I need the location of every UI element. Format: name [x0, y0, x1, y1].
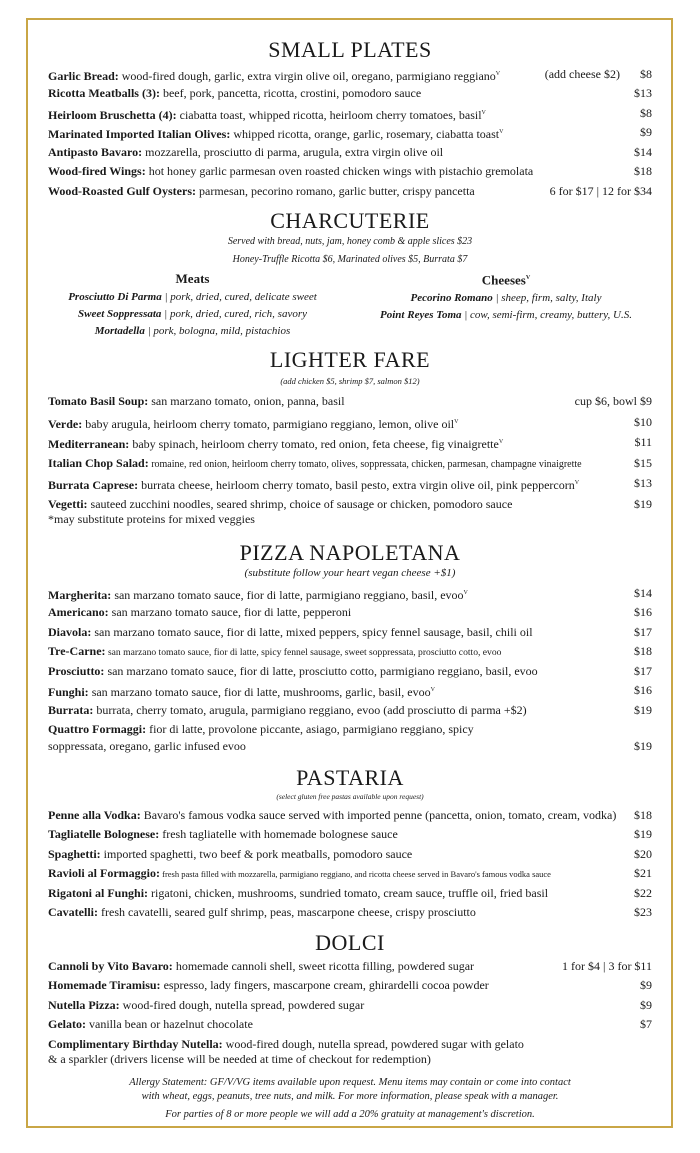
- menu-item: [48, 106, 652, 122]
- item-name: Ravioli al Formaggio:: [48, 866, 160, 880]
- menu-item: [48, 998, 652, 1012]
- section-title-lighter-fare: LIGHTER FARE: [269, 347, 431, 372]
- menu-item: [48, 476, 652, 492]
- item-name: Cavatelli:: [48, 905, 98, 919]
- item-price: $8: [640, 67, 652, 81]
- item-name: Ricotta Meatballs (3):: [48, 86, 160, 100]
- item-price: $22: [634, 886, 652, 900]
- item-price: $13: [634, 476, 652, 490]
- allergy-statement-line-2: with wheat, eggs, peanuts, tree nuts, and milk. For more information, please speak with a manager.: [141, 1091, 559, 1102]
- item-desc: parmesan, pecorino romano, garlic butter, crispy pancetta: [196, 184, 475, 198]
- item-name: Burrata Caprese:: [48, 478, 139, 492]
- menu-item: [48, 703, 652, 717]
- menu-item: [48, 145, 652, 159]
- item-price: cup $6, bowl $9: [574, 394, 652, 408]
- item-desc: burrata, cherry tomato, arugula, parmigiano reggiano, evoo (add prosciutto di parma +$2): [93, 703, 527, 717]
- item-name: Tomato Basil Soup:: [48, 394, 149, 408]
- vegetarian-mark: V: [499, 129, 504, 135]
- item-name: Margherita:: [48, 588, 112, 602]
- item-desc-continued: & a sparkler (drivers license will be needed at time of checkout for redemption): [48, 1052, 431, 1066]
- item-price: $17: [634, 664, 652, 678]
- item-price: $19: [634, 703, 652, 717]
- item-price: $19: [634, 739, 652, 753]
- item-price: $10: [634, 415, 652, 429]
- item-desc: baby arugula, heirloom cherry tomato, parmigiano reggiano, lemon, olive oil: [82, 417, 455, 431]
- item-price: $9: [640, 998, 652, 1012]
- menu-item: [48, 415, 652, 431]
- item-name: Prosciutto:: [48, 664, 105, 678]
- menu-item: [48, 808, 652, 822]
- meats-column: [60, 270, 325, 340]
- item-price: $19: [634, 827, 652, 841]
- menu-item-continued: [48, 739, 652, 753]
- item-price: $20: [634, 847, 652, 861]
- item-desc: burrata cheese, heirloom cherry tomato, basil pesto, extra virgin olive oil, pink peppercorn: [138, 478, 575, 492]
- vegetarian-mark: V: [463, 590, 468, 596]
- item-desc: rigatoni, chicken, mushrooms, sundried tomato, cream sauce, truffle oil, fried basil: [148, 886, 549, 900]
- item-desc: sauteed zucchini noodles, seared shrimp, choice of sausage or chicken, pomodoro sauce: [87, 497, 513, 511]
- menu-item: [48, 605, 652, 619]
- cheeses-heading: Cheeses$^V$: [481, 272, 531, 288]
- item-price: $7: [640, 1017, 652, 1031]
- item-desc: ciabatta toast, whipped ricotta, heirloom cherry tomatoes, basil: [176, 108, 482, 122]
- item-name: Homemade Tiramisu:: [48, 978, 161, 992]
- item-desc: wood-fired dough, nutella spread, powdered sugar with gelato: [222, 1037, 524, 1051]
- item-price: $16: [634, 605, 652, 619]
- vegetarian-mark: V: [481, 110, 486, 116]
- item-desc: fresh pasta filled with mozzarella, parmigiano reggiano, and ricotta cheese served in Bavaro's famous vodka sauce: [159, 869, 551, 879]
- meats-heading: Meats: [175, 271, 210, 286]
- item-name: Penne alla Vodka:: [48, 808, 141, 822]
- item-price: $17: [634, 625, 652, 639]
- item-desc: espresso, lady fingers, mascarpone cream, ghirardelli cocoa powder: [160, 978, 489, 992]
- item-desc: san marzano tomato sauce, fior di latte, spicy fennel sausage, sweet soppressata, prosciutto cotto, evoo: [105, 647, 502, 658]
- item-desc: san marzano tomato sauce, fior di latte, parmigiano reggiano, basil, evoo: [111, 588, 464, 602]
- meat-name: Prosciutto Di Parma: [68, 291, 162, 303]
- item-price: $23: [634, 905, 652, 919]
- item-desc-continued: soppressata, oregano, garlic infused evoo: [48, 739, 246, 753]
- menu-item: [48, 1017, 652, 1031]
- item-desc: fior di latte, provolone piccante, asiago, parmigiano reggiano, spicy: [146, 722, 474, 736]
- item-price: $16: [634, 683, 652, 697]
- section-title-pastaria: PASTARIA: [296, 765, 404, 790]
- section-title-charcuterie: CHARCUTERIE: [270, 208, 430, 233]
- item-desc: fresh cavatelli, seared gulf shrimp, peas, mascarpone cheese, crispy prosciutto: [98, 905, 476, 919]
- item-name: Antipasto Bavaro:: [48, 145, 143, 159]
- item-name: Heirloom Bruschetta (4):: [48, 108, 177, 122]
- item-desc: whipped ricotta, orange, garlic, rosemary, ciabatta toast: [230, 127, 500, 141]
- item-name: Nutella Pizza:: [48, 998, 120, 1012]
- meat-name: Mortadella: [94, 325, 145, 337]
- allergy-statement-line-1: Allergy Statement: GF/V/VG items available upon request. Menu items may contain or come into contact: [129, 1077, 571, 1088]
- menu-item: [48, 435, 652, 451]
- item-desc: mozzarella, prosciutto di parma, arugula, extra virgin olive oil: [142, 145, 444, 159]
- menu-item: [48, 644, 652, 660]
- item-name: Rigatoni al Funghi:: [48, 886, 149, 900]
- menu-item: [48, 456, 652, 472]
- menu-item: [48, 86, 652, 100]
- item-name: Complimentary Birthday Nutella:: [48, 1037, 223, 1051]
- item-price: $21: [634, 866, 652, 880]
- menu-item: [48, 866, 652, 881]
- item-desc: imported spaghetti, two beef & pork meatballs, pomodoro sauce: [100, 847, 413, 861]
- item-price: $9: [640, 978, 652, 992]
- meat-name: Sweet Soppressata: [77, 308, 162, 320]
- item-price: $14: [634, 586, 652, 600]
- menu-item: [48, 184, 652, 198]
- item-price: $11: [634, 435, 652, 449]
- item-name: Vegetti:: [48, 497, 88, 511]
- item-name: Quattro Formaggi:: [48, 722, 147, 736]
- section-subtitle: (add chicken $5, shrimp $7, salmon $12): [280, 376, 420, 386]
- item-name: Diavola:: [48, 625, 92, 639]
- menu-item: [48, 164, 652, 178]
- meat-desc: | pork, dried, cured, rich, savory: [161, 308, 308, 320]
- section-title-pizza: PIZZA NAPOLETANA: [239, 540, 461, 565]
- item-price: $18: [634, 164, 652, 178]
- item-price: $19: [634, 497, 652, 511]
- item-desc: wood-fired dough, nutella spread, powdered sugar: [119, 998, 365, 1012]
- cheese-name: Point Reyes Toma: [380, 309, 462, 322]
- vegetarian-mark: V: [574, 480, 580, 486]
- menu-item: [48, 978, 652, 992]
- item-price: $9: [640, 125, 652, 139]
- item-name: Italian Chop Salad:: [48, 456, 149, 470]
- menu-item: [48, 67, 652, 83]
- vegetarian-mark: V: [495, 71, 501, 77]
- item-desc: homemade cannoli shell, sweet ricotta filling, powdered sugar: [172, 959, 475, 973]
- cheese-name: Pecorino Romano: [410, 292, 493, 305]
- item-note: (add cheese $2): [544, 67, 620, 81]
- item-price: $8: [640, 106, 652, 120]
- charcuterie-addons: Honey-Truffle Ricotta $6, Marinated olives $5, Burrata $7: [232, 254, 468, 265]
- item-desc: san marzano tomato sauce, fior di latte, mushrooms, garlic, basil, evoo: [88, 685, 431, 699]
- item-desc: san marzano tomato sauce, fior di latte, prosciutto cotto, parmigiano reggiano, basil, evoo: [104, 664, 538, 678]
- menu-item: [48, 827, 652, 841]
- item-desc: san marzano tomato, onion, panna, basil: [148, 394, 345, 408]
- menu-item: [48, 625, 652, 639]
- meat-desc: | pork, bologna, mild, pistachios: [144, 325, 291, 337]
- menu-item: [48, 586, 652, 602]
- item-name: Verde:: [48, 417, 83, 431]
- section-subtitle: (substitute follow your heart vegan cheese +$1): [244, 567, 456, 579]
- menu-item: [48, 394, 652, 408]
- item-price: $18: [634, 644, 652, 658]
- item-name: Gelato:: [48, 1017, 86, 1031]
- item-name: Garlic Bread:: [48, 69, 119, 83]
- item-name: Marinated Imported Italian Olives:: [48, 127, 231, 141]
- section-title-small-plates: SMALL PLATES: [268, 37, 432, 62]
- menu-item: [48, 664, 652, 678]
- item-price: $14: [634, 145, 652, 159]
- menu-item: [48, 1037, 652, 1051]
- item-desc: fresh tagliatelle with homemade bolognese sauce: [159, 827, 398, 841]
- item-name: Spaghetti:: [48, 847, 101, 861]
- item-name: Mediterranean:: [48, 437, 130, 451]
- cheese-desc: | sheep, firm, salty, Italy: [492, 292, 602, 305]
- vegetarian-mark: V: [454, 419, 459, 425]
- menu-item: [48, 847, 652, 861]
- menu-item: [48, 683, 652, 699]
- gratuity-statement: For parties of 8 or more people we will add a 20% gratuity at management's discretion.: [165, 1109, 535, 1120]
- menu-item: [48, 722, 652, 736]
- item-desc: san marzano tomato sauce, fior di latte, pepperoni: [108, 605, 352, 619]
- item-name: Funghi:: [48, 685, 89, 699]
- item-price: $15: [634, 456, 652, 470]
- cheeses-column: [370, 270, 642, 324]
- item-desc: Bavaro's famous vodka sauce served with imported penne (pancetta, onion, tomato, cream, vodka): [140, 808, 617, 822]
- item-name: Wood-Roasted Gulf Oysters:: [48, 184, 196, 198]
- item-desc: beef, pork, pancetta, ricotta, crostini, pomodoro sauce: [159, 86, 422, 100]
- menu-item: [48, 905, 652, 919]
- item-price: $13: [634, 86, 652, 100]
- item-desc: vanilla bean or hazelnut chocolate: [86, 1017, 253, 1031]
- item-name: Americano:: [48, 605, 109, 619]
- item-desc: hot honey garlic parmesan oven roasted chicken wings with pistachio gremolata: [145, 164, 534, 178]
- menu-item: [48, 886, 652, 900]
- item-name: Cannoli by Vito Bavaro:: [48, 959, 173, 973]
- vegetarian-mark: V: [525, 275, 531, 281]
- item-desc: romaine, red onion, heirloom cherry tomato, olives, soppressata, chicken, parmesan, champagne vinaigrette: [148, 459, 582, 470]
- menu-item: [48, 125, 652, 141]
- cheese-desc: | cow, semi-firm, creamy, buttery, U.S.: [461, 309, 632, 322]
- item-name: Tre-Carne:: [48, 644, 106, 658]
- item-desc: wood-fired dough, garlic, extra virgin olive oil, oregano, parmigiano reggiano: [118, 69, 496, 83]
- item-price: $18: [634, 808, 652, 822]
- vegetarian-mark: V: [498, 439, 504, 445]
- menu-item: [48, 497, 652, 511]
- substitution-note: *may substitute proteins for mixed veggies: [48, 512, 255, 526]
- item-name: Wood-fired Wings:: [48, 164, 146, 178]
- item-name: Tagliatelle Bolognese:: [48, 827, 160, 841]
- item-desc: baby spinach, heirloom cherry tomato, red onion, feta cheese, fig vinaigrette: [129, 437, 499, 451]
- item-price: 1 for $4 | 3 for $11: [562, 959, 652, 973]
- item-desc: san marzano tomato sauce, fior di latte, mixed peppers, spicy fennel sausage, basil, chili oil: [91, 625, 533, 639]
- vegetarian-mark: V: [430, 687, 435, 693]
- section-subtitle: (select gluten free pastas available upon request): [276, 792, 424, 801]
- item-price: 6 for $17 | 12 for $34: [549, 184, 652, 198]
- menu-item: [48, 959, 652, 973]
- section-subtitle: Served with bread, nuts, jam, honey comb & apple slices $23: [227, 236, 473, 247]
- meat-desc: | pork, dried, cured, delicate sweet: [161, 291, 317, 303]
- section-title-dolci: DOLCI: [315, 930, 385, 955]
- item-name: Burrata:: [48, 703, 94, 717]
